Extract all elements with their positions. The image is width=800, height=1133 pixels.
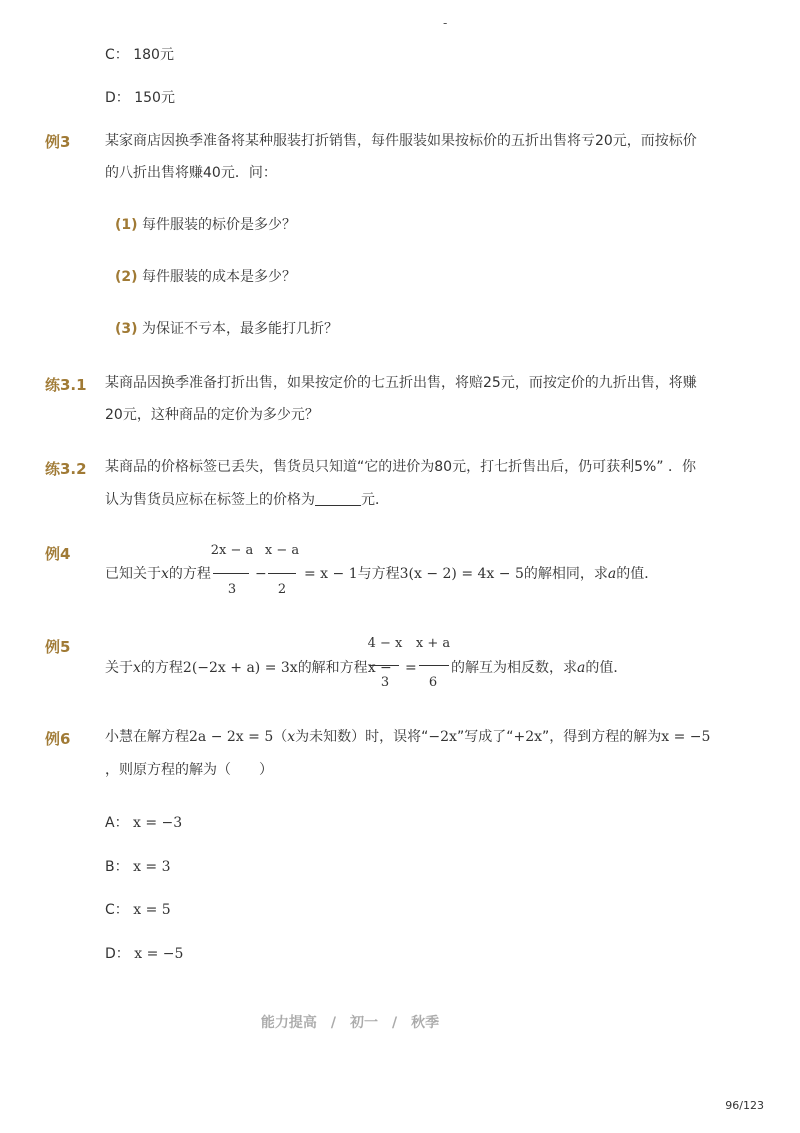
example-3-line-2: 的八折出售将赚40元．问： [105, 165, 277, 181]
fraction-4-numerator: x + a [415, 636, 451, 651]
example-4-text-right: = x − 1与方程3(x − 2) = 4x − 5的解相同，求a的值． [304, 566, 659, 582]
option-c-prev: C： 180元 [105, 47, 174, 63]
option-b[interactable]: B： x = 3 [105, 859, 171, 875]
fraction-equals: = [405, 660, 417, 676]
example-6-line-1: 小慧在解方程2a − 2x = 5（x为未知数）时，误将“−2x”写成了“+2x”，得到方程的解为x = −5 [105, 729, 711, 745]
practice-3-1-line-1: 某商品因换季准备打折出售，如果按定价的七五折出售，将赔25元，而按定价的九折出售，将赚 [105, 375, 697, 391]
example-4-tag: 例4 [45, 545, 71, 563]
example-5-text-left: 关于x的方程2(−2x + a) = 3x的解和方程x − [105, 660, 392, 676]
example-3-sub-1: (1) 每件服装的标价是多少？ [115, 217, 296, 233]
fraction-2-denominator: 2 [277, 582, 287, 597]
fraction-minus: − [255, 566, 267, 582]
example-3-sub-2: (2) 每件服装的成本是多少？ [115, 269, 296, 285]
option-d[interactable]: D： x = −5 [105, 946, 184, 962]
example-5-tag: 例5 [45, 638, 71, 656]
answer-blank[interactable] [315, 491, 361, 506]
fraction-4-denominator: 6 [428, 675, 438, 690]
fraction-1-bar [213, 573, 249, 574]
option-d-prev: D： 150元 [105, 90, 175, 106]
page-footer: 能力提高 / 初一 / 秋季 [260, 1015, 440, 1031]
practice-3-2-line-1: 某商品的价格标签已丢失，售货员只知道“它的进价为80元，打七折售出后，仍可获利5%” ．你 [105, 459, 696, 475]
example-6-line-2: ，则原方程的解为（ ） [105, 762, 273, 778]
practice-3-1-tag: 练3.1 [45, 376, 87, 394]
option-c[interactable]: C： x = 5 [105, 902, 171, 918]
example-3-line-1: 某家商店因换季准备将某种服装打折销售，每件服装如果按标价的五折出售将亏20元，而按标价 [105, 133, 697, 149]
fraction-1-numerator: 2x − a [210, 543, 254, 558]
practice-3-2-tag: 练3.2 [45, 460, 87, 478]
example-4-text-left: 已知关于x的方程 [105, 566, 211, 582]
fraction-2-numerator: x − a [264, 543, 300, 558]
option-a[interactable]: A： x = −3 [105, 815, 183, 831]
header-mark: - [443, 16, 448, 30]
fraction-1-denominator: 3 [227, 582, 237, 597]
page-number: 96/123 [725, 1099, 764, 1112]
practice-3-1-line-2: 20元，这种商品的定价为多少元？ [105, 407, 319, 423]
fraction-3-denominator: 3 [380, 675, 390, 690]
example-3-sub-3: (3) 为保证不亏本，最多能打几折？ [115, 321, 338, 337]
fraction-4-bar [419, 665, 449, 666]
example-5-text-right: 的解互为相反数，求a的值． [451, 660, 628, 676]
example-6-tag: 例6 [45, 730, 71, 748]
fraction-3-numerator: 4 − x [367, 636, 403, 651]
practice-3-2-line-2: 认为售货员应标在标签上的价格为 元． [105, 492, 389, 508]
fraction-2-bar [268, 573, 296, 574]
example-3-tag: 例3 [45, 133, 71, 151]
